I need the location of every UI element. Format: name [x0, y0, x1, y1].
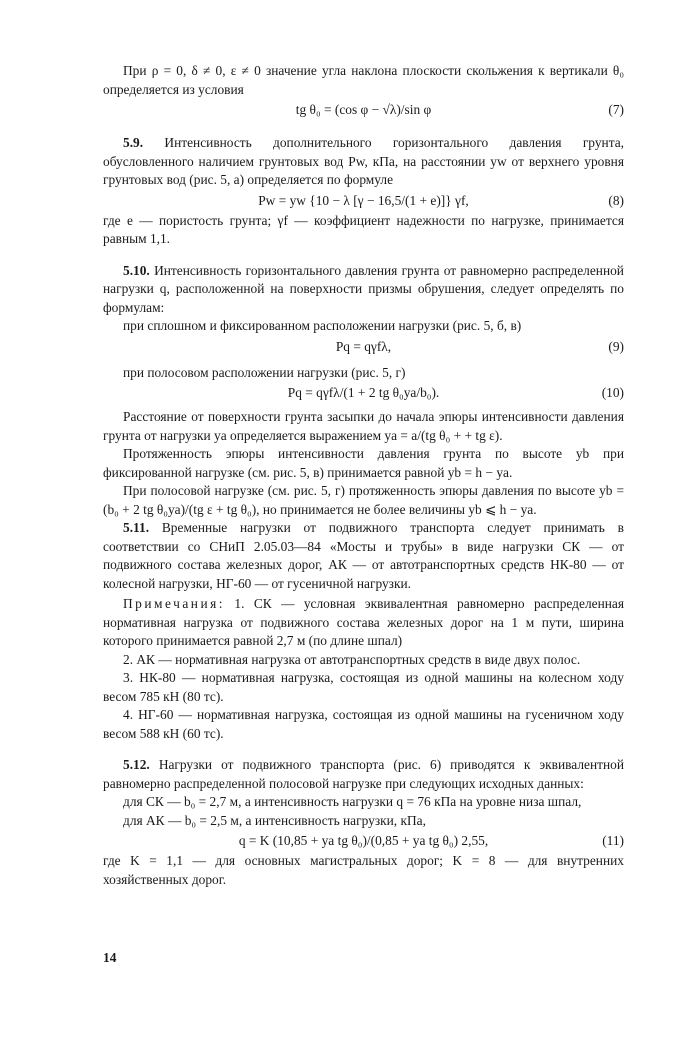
section-5-10: [103, 262, 624, 318]
formula-7-number: (7): [608, 102, 624, 117]
section-5-10-text: Интенсивность горизонтального давления грунта от равномерно распределенной нагрузки q, расположенной на поверхности призмы обрушения, следует определять по формулам:: [103, 262, 624, 315]
section-5-11-number: 5.11.: [123, 520, 150, 535]
note-3: 3. НК-80 — нормативная нагрузка, состоящая из одной машины на колесном ходу весом 785 кН (80 тс).: [103, 670, 624, 704]
notes-paragraph: [103, 595, 624, 651]
formula-9: [103, 336, 624, 358]
section-5-12: [103, 756, 624, 793]
section-5-11: [103, 519, 624, 593]
section-5-12-text: Нагрузки от подвижного транспорта (рис. 6) приводятся к эквивалентной равномерно распределенной полосовой нагрузке при следующих исходных данных:: [103, 757, 624, 791]
section-5-9-text: Интенсивность дополнительного горизонтального давления грунта, обусловленного наличием грунтовых вод Pw, кПа, на расстоянии yw от верхнего уровня грунтовых вод (рис. 5, а) определяется по формуле: [103, 135, 624, 187]
note-1: 1. СК — условная эквивалентная равномерно распределенная нормативная нагрузка от подвижного состава железных дорог на 1 м пути, ширина которого принимается равной 2,7 м (по длине шпал): [103, 596, 624, 648]
strip-load-paragraph: при полосовом расположении нагрузки (рис. 5, г): [123, 364, 406, 380]
section-5-9-number: 5.9.: [123, 135, 144, 150]
formula-11: [103, 830, 624, 852]
formula-10-expression: Pq = qγfλ/(1 + 2 tg θ₀ya/b₀).: [287, 385, 440, 400]
formula-8-expression: Pw = yw {10 − λ [γ − 16,5/(1 + e)]} γf,: [258, 192, 469, 208]
notes-label: Примечания:: [123, 596, 226, 611]
formula-10-number: (10): [601, 385, 624, 400]
formula-7: [103, 99, 624, 121]
page-number: 14: [103, 950, 117, 965]
section-5-12-number: 5.12.: [123, 757, 150, 772]
formula-9-expression: Pq = qγfλ,: [335, 338, 392, 354]
document-page: [103, 62, 624, 889]
formula-11-expression: q = K (10,85 + ya tg θ₀)/(0,85 + ya tg θ₀) 2,55,: [238, 833, 489, 848]
note-2: 2. АК — нормативная нагрузка от автотранспортных средств в виде двух полос.: [123, 651, 581, 667]
note-4: 4. НГ-60 — нормативная нагрузка, состоящая из одной машины на гусеничном ходу весом 588 кН (60 тс).: [103, 707, 624, 741]
strip-load-length-paragraph: При полосовой нагрузке (см. рис. 5, г) протяженность эпюры давления по высоте yb = (b₀ + 2 tg θ₀ya)/(tg ε + tg θ₀), но принимается не более величины yb ⩽ h − ya.: [103, 483, 624, 517]
formula-9-number: (9): [608, 338, 624, 354]
solid-load-paragraph: при сплошном и фиксированном расположении нагрузки (рис. 5, б, в): [123, 318, 522, 333]
formula-11-number: (11): [602, 833, 624, 848]
intro-paragraph: При ρ = 0, δ ≠ 0, ε ≠ 0 значение угла наклона плоскости скольжения к вертикали θ₀ определяется из условия: [103, 63, 624, 97]
k-coefficient-paragraph: где K = 1,1 — для основных магистральных дорог; K = 8 — для внутренних хозяйственных дорог.: [103, 853, 624, 887]
distance-paragraph: Расстояние от поверхности грунта засыпки до начала эпюры интенсивности давления грунта от нагрузки ya определяется выражением ya = a/(tg θ₀ + + tg ε).: [103, 409, 624, 443]
ak-load-paragraph: для АК — b₀ = 2,5 м, а интенсивность нагрузки, кПа,: [123, 812, 426, 828]
section-5-9: [103, 134, 624, 190]
section-5-10-number: 5.10.: [123, 262, 150, 278]
length-paragraph: Протяженность эпюры интенсивности давления грунта по высоте yb при фиксированной нагрузке (см. рис. 5, в) принимается равной yb = h − ya.: [103, 446, 624, 480]
section-5-11-text: Временные нагрузки от подвижного транспорта следует принимать в соответствии со СНиП 2.05.03—84 «Мосты и трубы» в виде нагрузки СК — от подвижного состава железных дорог, АК — от автотранспортных средств НК-80 — от колесной нагрузки, НГ-60 — от гусеничной нагрузки.: [103, 520, 624, 591]
formula-8: [103, 190, 624, 212]
formula-8-number: (8): [608, 192, 624, 208]
formula-8-where-paragraph: где e — пористость грунта; γf — коэффициент надежности по нагрузке, принимается равным 1,1.: [103, 212, 624, 246]
formula-10: [103, 382, 624, 404]
formula-7-expression: tg θ₀ = (cos φ − √λ)/sin φ: [295, 102, 432, 117]
sk-load-paragraph: для СК — b₀ = 2,7 м, а интенсивность нагрузки q = 76 кПа на уровне низа шпал,: [123, 794, 582, 809]
